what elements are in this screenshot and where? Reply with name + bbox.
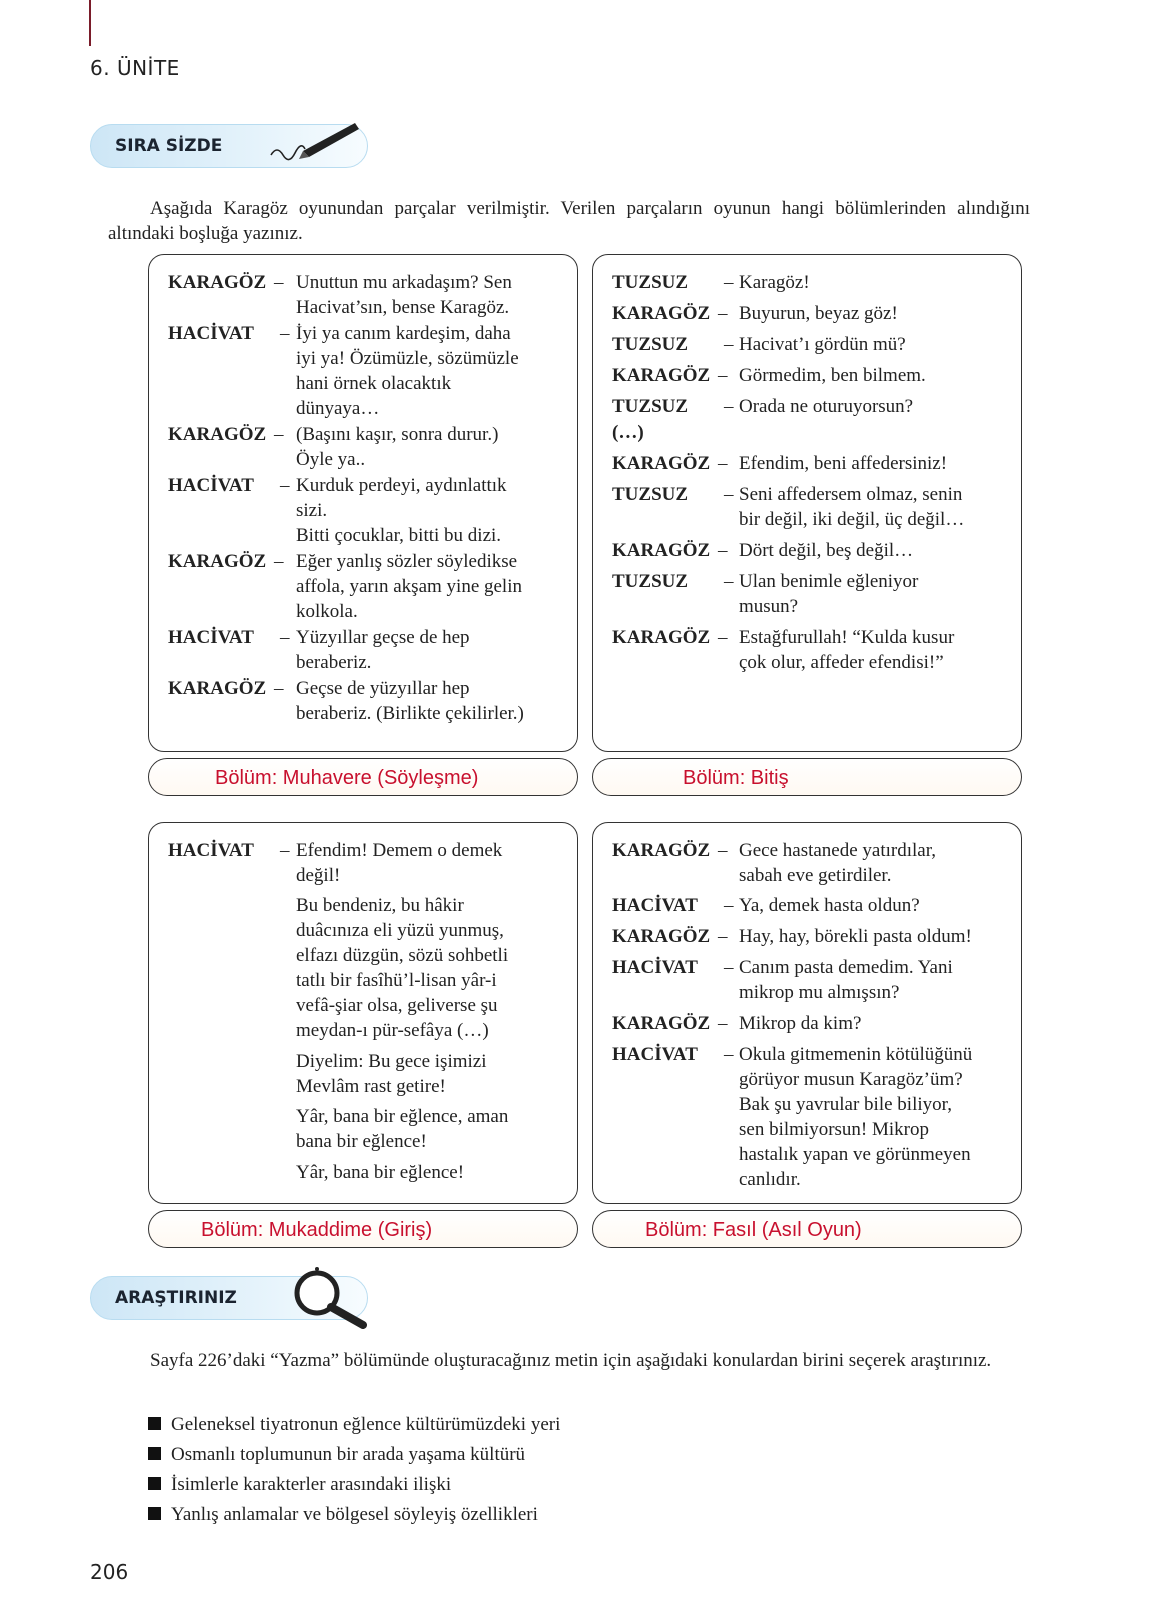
dialogue-dash: –	[718, 303, 728, 324]
speaker-name: (…)	[612, 422, 644, 443]
dialogue-text: Görmedim, ben bilmem.	[739, 365, 926, 386]
dialogue-text: sizi.	[296, 500, 328, 521]
dialogue-text: Efendim, beni affedersiniz!	[739, 453, 948, 474]
dialogue-dash: –	[718, 453, 728, 474]
activity-intro: Aşağıda Karagöz oyunundan parçalar verilmiştir. Verilen parçaların oyunun hangi bölümlerinden alındığını altındaki boşluğa yazınız.	[108, 198, 1030, 244]
dialogue-text: Buyurun, beyaz göz!	[739, 303, 898, 324]
speaker-name: HACİVAT	[612, 1044, 698, 1065]
dialogue-text: hani örnek olacaktık	[296, 373, 452, 394]
speaker-name: HACİVAT	[168, 323, 254, 344]
dialogue-dash: –	[280, 627, 290, 648]
dialogue-text: elfazı düzgün, sözü sohbetli	[296, 945, 509, 966]
bullet-square-icon	[148, 1477, 161, 1490]
dialogue-text: vefâ-şiar olsa, geliverse şu	[296, 995, 498, 1016]
speaker-name: HACİVAT	[168, 627, 254, 648]
research-item: Geleneksel tiyatronun eğlence kültürümüzdeki yeri	[148, 1412, 560, 1437]
speaker-name: HACİVAT	[168, 840, 254, 861]
dialogue-text: duâcınıza eli yüzü yunmuş,	[296, 920, 504, 941]
speaker-name: HACİVAT	[168, 475, 254, 496]
dialogue-text: Yâr, bana bir eğlence, aman	[296, 1106, 509, 1127]
dialogue-dash: –	[724, 957, 734, 978]
dialogue-text: Unuttun mu arkadaşım? Sen	[296, 272, 512, 293]
dialogue-text: Bu bendeniz, bu hâkir	[296, 895, 464, 916]
bullet-square-icon	[148, 1417, 161, 1430]
dialogue-dash: –	[718, 926, 728, 947]
activity-label: SIRA SİZDE	[115, 136, 223, 156]
dialogue-text: İyi ya canım kardeşim, daha	[296, 323, 511, 344]
dialogue-text: Canım pasta demedim. Yani	[739, 957, 953, 978]
dialogue-text: çok olur, affeder efendisi!”	[739, 652, 944, 673]
dialogue-dash: –	[724, 334, 734, 355]
magnifier-icon	[289, 1263, 375, 1329]
speaker-name: TUZSUZ	[612, 334, 689, 355]
unit-heading: 6. ÜNİTE	[90, 56, 180, 80]
dialogue-dash: –	[718, 1013, 728, 1034]
dialogue-text: sen bilmiyorsun! Mikrop	[739, 1119, 929, 1140]
dialogue-dash: –	[718, 627, 728, 648]
dialogue-text: Karagöz!	[739, 272, 810, 293]
dialogue-text: affola, yarın akşam yine gelin	[296, 576, 522, 597]
speaker-name: KARAGÖZ	[612, 926, 711, 947]
dialogue-dash: –	[724, 895, 734, 916]
dialogue-text: dünyaya…	[296, 398, 380, 419]
answer-field-2[interactable]	[592, 758, 1022, 796]
answer-field-3[interactable]	[148, 1210, 578, 1248]
dialogue-text: Ya, demek hasta oldun?	[739, 895, 920, 916]
dialogue-text: bana bir eğlence!	[296, 1131, 427, 1152]
speaker-name: KARAGÖZ	[168, 551, 267, 572]
dialogue-text: Dört değil, beş değil…	[739, 540, 914, 561]
speaker-name: KARAGÖZ	[168, 424, 267, 445]
dialogue-dash: –	[724, 484, 734, 505]
dialogue-dash: –	[724, 1044, 734, 1065]
speaker-name: HACİVAT	[612, 957, 698, 978]
answer-text-2: Bölüm: Bitiş	[683, 767, 789, 789]
dialogue-text: Hay, hay, börekli pasta oldum!	[739, 926, 972, 947]
speaker-name: KARAGÖZ	[612, 453, 711, 474]
answer-field-1[interactable]	[148, 758, 578, 796]
dialogue-text: Kurduk perdeyi, aydınlattık	[296, 475, 507, 496]
dialogue-text: meydan-ı pür-sefâya (…)	[296, 1020, 489, 1041]
speaker-name: KARAGÖZ	[612, 303, 711, 324]
dialogue-text: Okula gitmemenin kötülüğünü	[739, 1044, 973, 1065]
dialogue-text: (Başını kaşır, sonra durur.)	[296, 424, 499, 445]
bullet-square-icon	[148, 1507, 161, 1520]
speaker-name: HACİVAT	[612, 895, 698, 916]
dialogue-text: mikrop mu almışsın?	[739, 982, 900, 1003]
dialogue-dash: –	[724, 272, 734, 293]
dialogue-dash: –	[274, 424, 284, 445]
dialogue-text: Eğer yanlış sözler söyledikse	[296, 551, 518, 572]
dialogue-text: Yüzyıllar geçse de hep	[296, 627, 470, 648]
dialogue-text: beraberiz.	[296, 652, 372, 673]
pen-icon	[259, 119, 369, 169]
bullet-square-icon	[148, 1447, 161, 1460]
dialogue-text: sabah eve getirdiler.	[739, 865, 892, 886]
dialogue-text: Ulan benimle eğleniyor	[739, 571, 919, 592]
answer-text-1: Bölüm: Muhavere (Söyleşme)	[215, 767, 479, 789]
dialogue-text: beraberiz. (Birlikte çekilirler.)	[296, 703, 524, 724]
dialogue-text: Orada ne oturuyorsun?	[739, 396, 914, 417]
speaker-name: TUZSUZ	[612, 272, 689, 293]
dialogue-dash: –	[280, 323, 290, 344]
dialogue-text: Mikrop da kim?	[739, 1013, 862, 1034]
dialogue-text: Seni affedersem olmaz, senin	[739, 484, 963, 505]
dialogue-dash: –	[274, 551, 284, 572]
research-label: ARAŞTIRINIZ	[115, 1288, 237, 1308]
dialogue-text: tatlı bir fasîhü’l-lisan yâr-i	[296, 970, 497, 991]
dialogue-text: görüyor musun Karagöz’üm?	[739, 1069, 963, 1090]
speaker-name: KARAGÖZ	[612, 365, 711, 386]
dialogue-text: Bitti çocuklar, bitti bu dizi.	[296, 525, 502, 546]
dialogue-dash: –	[724, 571, 734, 592]
dialogue-text: Geçse de yüzyıllar hep	[296, 678, 470, 699]
dialogue-text: bir değil, iki değil, üç değil…	[739, 509, 965, 530]
dialogue-text: Diyelim: Bu gece işimizi	[296, 1051, 487, 1072]
research-item: Osmanlı toplumunun bir arada yaşama kültürü	[148, 1442, 525, 1467]
dialogue-text: canlıdır.	[739, 1169, 801, 1190]
dialogue-dash: –	[280, 840, 290, 861]
dialogue-dash: –	[718, 840, 728, 861]
speaker-name: KARAGÖZ	[168, 678, 267, 699]
dialogue-text: Öyle ya..	[296, 449, 366, 470]
dialogue-text: hastalık yapan ve görünmeyen	[739, 1144, 971, 1165]
dialogue-dash: –	[718, 365, 728, 386]
speaker-name: KARAGÖZ	[168, 272, 267, 293]
dialogue-dash: –	[718, 540, 728, 561]
answer-field-4[interactable]	[592, 1210, 1022, 1248]
research-item: Yanlış anlamalar ve bölgesel söyleyiş özellikleri	[148, 1502, 538, 1527]
speaker-name: KARAGÖZ	[612, 1013, 711, 1034]
dialogue-text: Mevlâm rast getire!	[296, 1076, 446, 1097]
dialogue-text: kolkola.	[296, 601, 358, 622]
dialogue-text: musun?	[739, 596, 799, 617]
speaker-name: TUZSUZ	[612, 396, 689, 417]
dialogue-text: değil!	[296, 865, 341, 886]
dialogue-text: iyi ya! Özümüzle, sözümüzle	[296, 348, 519, 369]
dialogue-dash: –	[274, 678, 284, 699]
answer-text-3: Bölüm: Mukaddime (Giriş)	[201, 1219, 433, 1241]
dialogue-text: Efendim! Demem o demek	[296, 840, 503, 861]
dialogue-text: Gece hastanede yatırdılar,	[739, 840, 937, 861]
research-label-pill	[90, 1276, 368, 1320]
answer-text-4: Bölüm: Fasıl (Asıl Oyun)	[645, 1219, 862, 1241]
dialogue-dash: –	[280, 475, 290, 496]
speaker-name: TUZSUZ	[612, 571, 689, 592]
research-item: İsimlerle karakterler arasındaki ilişki	[148, 1472, 451, 1497]
activity-label-pill	[90, 124, 368, 168]
speaker-name: KARAGÖZ	[612, 627, 711, 648]
dialogue-text: Hacivat’ı gördün mü?	[739, 334, 906, 355]
dialogue-dash: –	[724, 396, 734, 417]
dialogue-text: Bak şu yavrular bile biliyor,	[739, 1094, 952, 1115]
dialogue-dash: –	[274, 272, 284, 293]
speaker-name: TUZSUZ	[612, 484, 689, 505]
speaker-name: KARAGÖZ	[612, 840, 711, 861]
margin-rule	[89, 0, 91, 46]
page-number: 206	[90, 1560, 129, 1584]
dialogue-text: Yâr, bana bir eğlence!	[296, 1162, 465, 1183]
dialogue-text: Hacivat’sın, bense Karagöz.	[296, 297, 510, 318]
research-intro: Sayfa 226’daki “Yazma” bölümünde oluşturacağınız metin için aşağıdaki konulardan birini seçerek araştırınız.	[150, 1350, 992, 1371]
dialogue-text: Estağfurullah! “Kulda kusur	[739, 627, 955, 648]
speaker-name: KARAGÖZ	[612, 540, 711, 561]
